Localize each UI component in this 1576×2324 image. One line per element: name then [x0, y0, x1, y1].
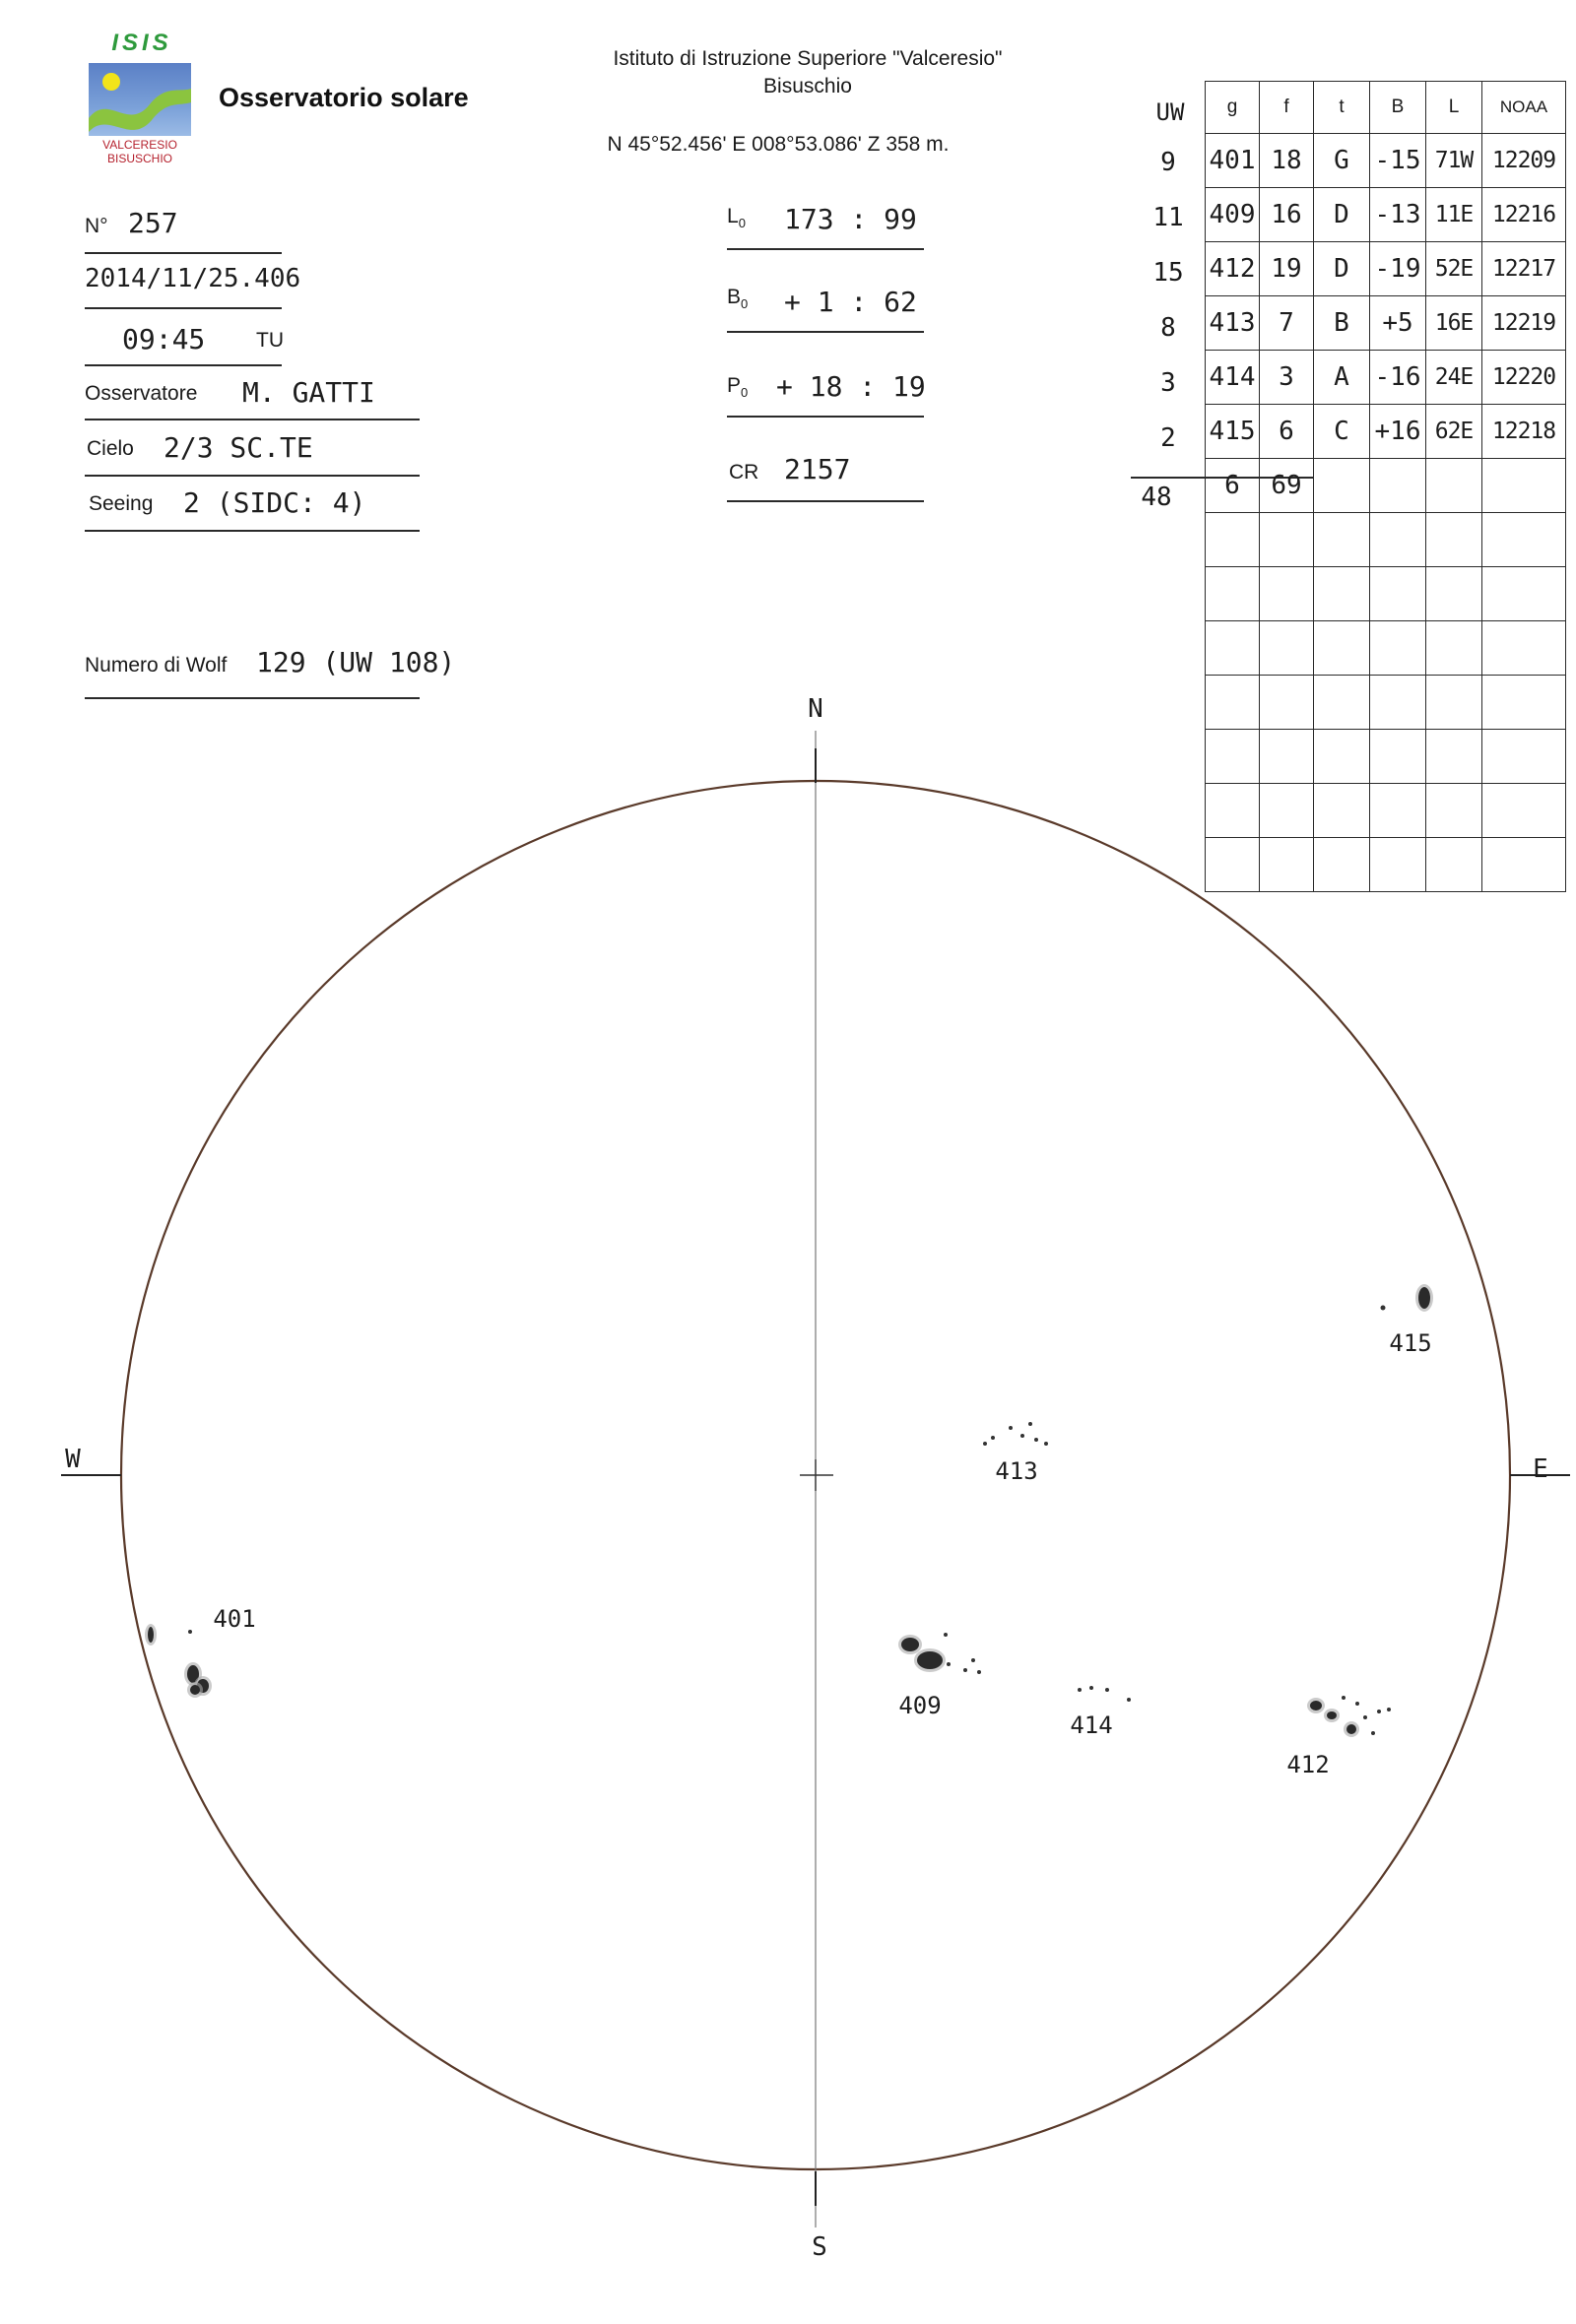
table-cell-g: 409	[1206, 188, 1260, 242]
table-cell-f: 6	[1260, 405, 1314, 459]
observatory-title: Osservatorio solare	[219, 83, 469, 112]
table-cell-t: D	[1314, 188, 1370, 242]
table-cell-l: 52E	[1426, 242, 1482, 296]
table-cell-f: 3	[1260, 351, 1314, 405]
col-header-noaa: NOAA	[1482, 82, 1566, 134]
group-415-label: 415	[1389, 1329, 1432, 1357]
logo-location-line2: BISUSCHIO	[106, 152, 172, 165]
group-412-pore	[1363, 1715, 1367, 1719]
group-409-pore	[971, 1658, 975, 1662]
table-cell-b: -16	[1370, 351, 1426, 405]
b0-label: $B_0$	[727, 286, 749, 312]
group-413-pore	[1044, 1442, 1048, 1446]
record-time-unit: TU	[256, 329, 284, 352]
col-header-g: g	[1206, 82, 1260, 134]
table-cell-t: A	[1314, 351, 1370, 405]
observer-label: Osservatore	[85, 382, 198, 405]
group-414-pore	[1089, 1686, 1093, 1690]
uw-row-2: 11	[1152, 203, 1184, 232]
table-cell-noaa: 12218	[1482, 405, 1566, 459]
record-number-label: N°	[85, 215, 108, 237]
group-415-pore	[1381, 1306, 1386, 1311]
cr-label: CR	[729, 461, 759, 484]
col-header-t: t	[1314, 82, 1370, 134]
uw-total: 48	[1141, 483, 1172, 512]
table-cell-g: 401	[1206, 134, 1260, 188]
uw-row-5: 3	[1160, 368, 1176, 398]
group-413-pore	[1020, 1434, 1024, 1438]
l0-value: 173 : 99	[784, 203, 917, 235]
group-415-spot	[1418, 1287, 1430, 1309]
table-cell-l: 11E	[1426, 188, 1482, 242]
group-413-label: 413	[995, 1457, 1038, 1485]
l0-label: $L_0$	[727, 205, 746, 231]
table-cell-f: 16	[1260, 188, 1314, 242]
group-412-pore	[1387, 1708, 1391, 1711]
record-time: 09:45	[122, 323, 206, 355]
wolf-number-value: 129 (UW 108)	[256, 646, 456, 678]
wolf-number-label: Numero di Wolf	[85, 654, 228, 677]
group-412-spot	[1327, 1711, 1337, 1719]
group-409-pore	[963, 1668, 967, 1672]
group-412-spot	[1346, 1724, 1356, 1734]
group-409-label: 409	[898, 1692, 942, 1719]
table-total-g: 6	[1206, 459, 1260, 513]
table-cell-l: 16E	[1426, 296, 1482, 351]
uw-row-1: 9	[1160, 148, 1176, 177]
group-414-pore	[1078, 1688, 1082, 1692]
table-cell-noaa: 12209	[1482, 134, 1566, 188]
group-413-pore	[991, 1436, 995, 1440]
group-412-spot	[1310, 1701, 1322, 1711]
table-cell-g: 414	[1206, 351, 1260, 405]
col-header-f: f	[1260, 82, 1314, 134]
table-cell-b: +5	[1370, 296, 1426, 351]
uw-row-4: 8	[1160, 313, 1176, 343]
group-409-pore	[947, 1662, 951, 1666]
group-414-label: 414	[1070, 1711, 1113, 1739]
table-cell-l: 24E	[1426, 351, 1482, 405]
group-413-pore	[1028, 1422, 1032, 1426]
p0-value: + 18 : 19	[776, 370, 926, 403]
group-414-pore	[1127, 1698, 1131, 1702]
table-cell-noaa: 12216	[1482, 188, 1566, 242]
col-header-b: B	[1370, 82, 1426, 134]
uw-row-3: 15	[1152, 258, 1184, 288]
north-label: N	[808, 694, 823, 724]
group-409-pore	[977, 1670, 981, 1674]
table-cell-t: G	[1314, 134, 1370, 188]
group-401-label: 401	[213, 1605, 256, 1633]
group-412-pore	[1377, 1710, 1381, 1713]
group-412-pore	[1371, 1731, 1375, 1735]
record-number-value: 257	[128, 207, 178, 239]
table-cell-l: 71W	[1426, 134, 1482, 188]
table-cell-noaa: 12219	[1482, 296, 1566, 351]
group-413-pore	[1009, 1426, 1013, 1430]
south-label: S	[812, 2232, 827, 2262]
group-409-spot	[901, 1638, 919, 1651]
table-cell-f: 19	[1260, 242, 1314, 296]
group-409-pore	[944, 1633, 948, 1637]
seeing-label: Seeing	[89, 492, 154, 515]
sky-label: Cielo	[87, 437, 134, 460]
col-header-l: L	[1426, 82, 1482, 134]
group-401-pore	[188, 1630, 192, 1634]
cr-value: 2157	[784, 453, 851, 485]
table-cell-f: 18	[1260, 134, 1314, 188]
group-413-pore	[983, 1442, 987, 1446]
station-coordinates: N 45°52.456' E 008°53.086' Z 358 m.	[607, 133, 950, 156]
group-401-spot	[148, 1627, 154, 1643]
table-cell-b: -19	[1370, 242, 1426, 296]
table-cell-t: B	[1314, 296, 1370, 351]
uw-row-6: 2	[1160, 423, 1176, 453]
table-cell-b: +16	[1370, 405, 1426, 459]
table-cell-b: -13	[1370, 188, 1426, 242]
table-total-f: 69	[1260, 459, 1314, 513]
table-cell-noaa: 12220	[1482, 351, 1566, 405]
record-date: 2014/11/25.406	[85, 264, 301, 293]
table-cell-l: 62E	[1426, 405, 1482, 459]
table-cell-f: 7	[1260, 296, 1314, 351]
institute-town: Bisuschio	[763, 75, 852, 97]
group-412-label: 412	[1286, 1751, 1330, 1778]
table-cell-noaa: 12217	[1482, 242, 1566, 296]
group-409-spot	[917, 1651, 943, 1669]
table-cell-g: 413	[1206, 296, 1260, 351]
group-401-spot	[190, 1685, 200, 1695]
table-cell-g: 415	[1206, 405, 1260, 459]
group-413-pore	[1034, 1438, 1038, 1442]
logo-brand-text: ISIS	[111, 30, 172, 56]
group-412-pore	[1342, 1696, 1346, 1700]
table-cell-g: 412	[1206, 242, 1260, 296]
group-412-pore	[1355, 1702, 1359, 1706]
west-label: W	[65, 1445, 81, 1474]
table-cell-t: C	[1314, 405, 1370, 459]
p0-label: $P_0$	[727, 374, 749, 401]
group-414-pore	[1105, 1688, 1109, 1692]
institute-name: Istituto di Istruzione Superiore "Valceresio"	[613, 47, 1003, 70]
table-cell-t: D	[1314, 242, 1370, 296]
sky-value: 2/3 SC.TE	[164, 431, 313, 464]
seeing-value: 2 (SIDC: 4)	[183, 486, 366, 519]
logo-location-line1: VALCERESIO	[102, 138, 177, 152]
table-cell-b: -15	[1370, 134, 1426, 188]
observer-value: M. GATTI	[242, 376, 375, 409]
b0-value: + 1 : 62	[784, 286, 917, 318]
east-label: E	[1533, 1454, 1548, 1484]
uw-header: UW	[1155, 98, 1185, 126]
